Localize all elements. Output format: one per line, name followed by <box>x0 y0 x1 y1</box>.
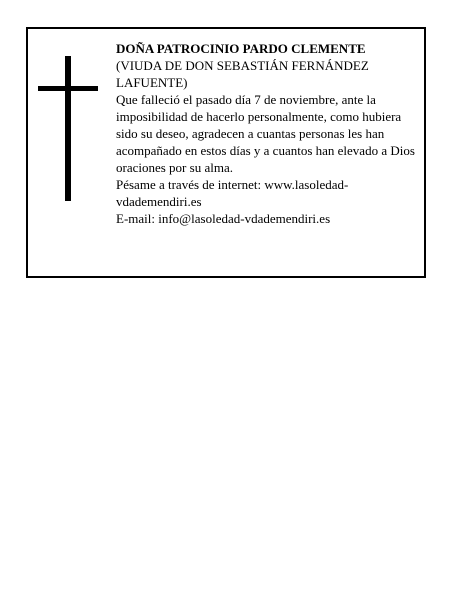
condolences-website: Pésame a través de internet: www.lasoledad-vdademendiri.es <box>116 177 349 209</box>
cross-vertical-bar <box>65 56 71 201</box>
widow-subtitle: (VIUDA DE DON SEBASTIÁN FERNÁNDEZ LAFUENTE) <box>116 58 369 90</box>
contact-email: E-mail: info@lasoledad-vdademendiri.es <box>116 211 331 226</box>
obituary-notice <box>26 27 426 278</box>
notice-text <box>116 40 421 227</box>
cross-icon <box>38 56 98 201</box>
deceased-name: DOÑA PATROCINIO PARDO CLEMENTE <box>116 41 366 56</box>
cross-horizontal-bar <box>38 86 98 91</box>
gratitude-message: Que falleció el pasado día 7 de noviembre, ante la imposibilidad de hacerlo personalmente, como hubiera sido su deseo, agradecen a cuantas personas les han acompañado en estos días y a cuantos han elevado a Dios oraciones por su alma. <box>116 92 415 175</box>
